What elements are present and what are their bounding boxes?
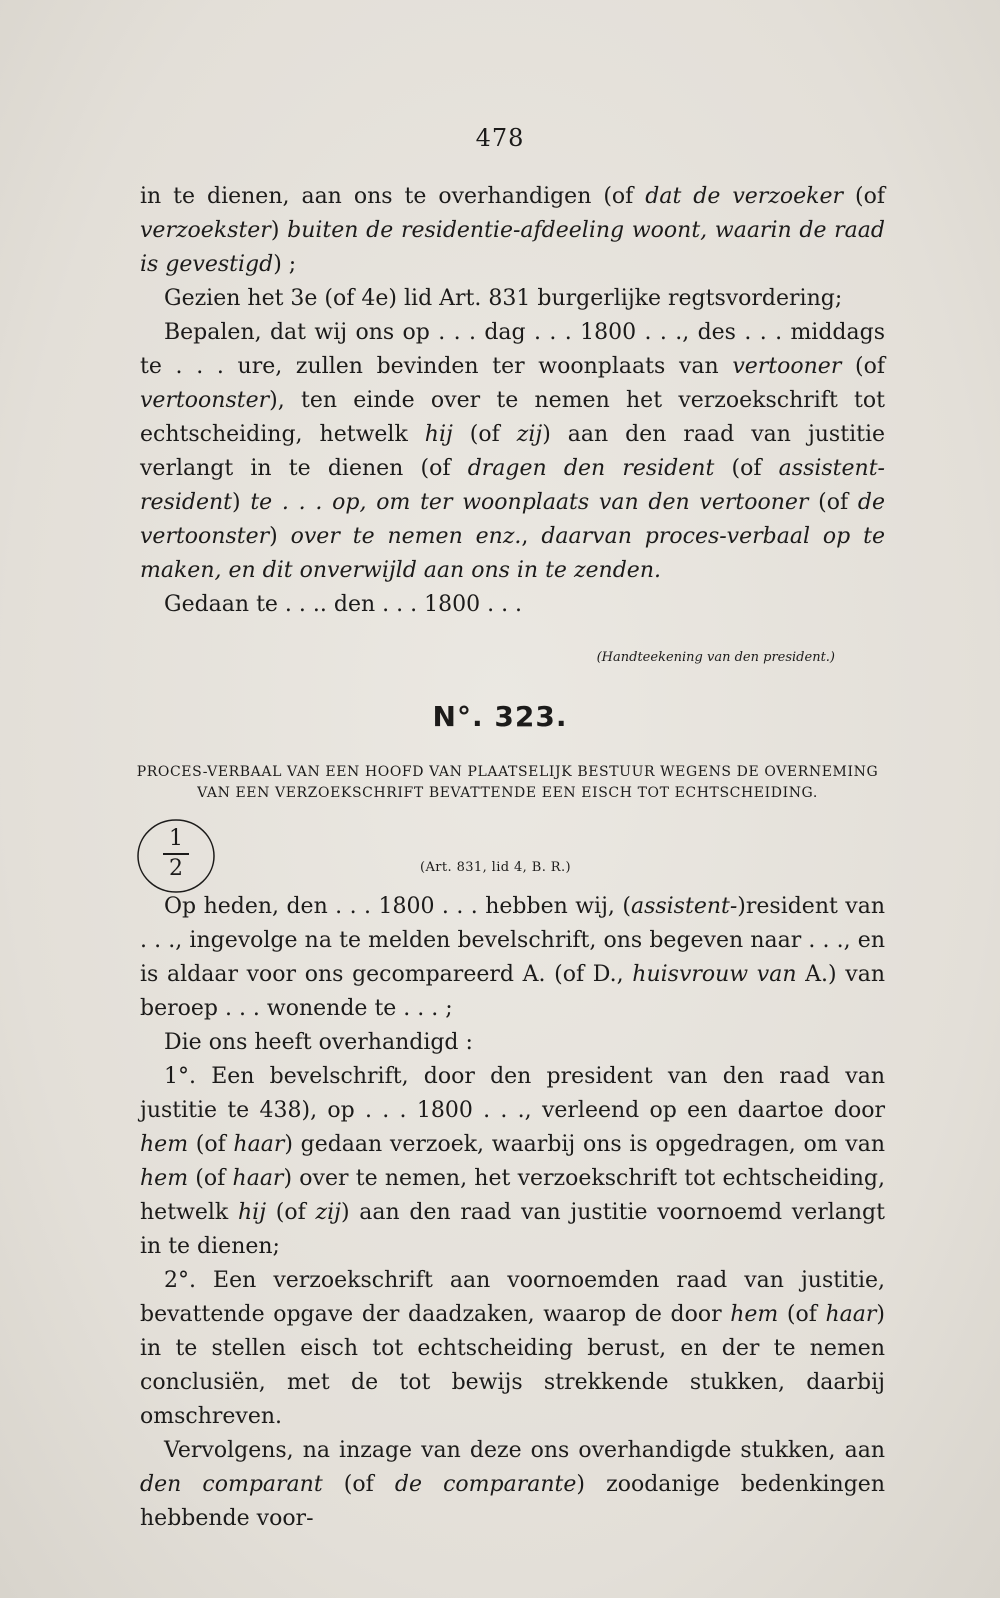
bottom-text-block <box>140 890 885 1536</box>
top-text-block <box>140 180 885 622</box>
section-number: N°. 323. <box>432 700 568 733</box>
paragraph: 2°. Een verzoekschrift aan voornoemden raad van justitie, bevattende opgave der daadzaken, waarop de door hem (of haar) in te stellen eisch tot echtscheiding berust, en der te nemen conclusiën, met de tot bewijs strekkende stukken, daarbij omschreven. <box>140 1268 885 1429</box>
section-title: PROCES-VERBAAL VAN EEN HOOFD VAN PLAATSELIJK BESTUUR WEGENS DE OVERNEMING VAN EEN VERZOEKSCHRIFT BEVATTENDE EEN EISCH TOT ECHTSCHEIDING. <box>136 764 879 801</box>
paragraph: Bepalen, dat wij ons op . . . dag . . . 1800 . . ., des . . . middags te . . . ure, zullen bevinden ter woonplaats van vertooner (of vertoonster), ten einde over te nemen het verzoekschrift tot echtscheiding, hetwelk hij (of zij) aan den raad van justitie verlangt in te dienen (of dragen den resident (of assistent-resident) te . . . op, om ter woonplaats van den vertooner (of de vertoonster) over te nemen enz., daarvan proces-verbaal op te maken, en dit onverwijld aan ons in te zenden. <box>140 320 886 583</box>
article-reference: (Art. 831, lid 4, B. R.) <box>420 860 571 875</box>
signature-line: (Handteekening van den president.) <box>596 650 835 665</box>
paragraph: Vervolgens, na inzage van deze ons overhandigde stukken, aan den comparant (of de comparante) zoodanige bedenkingen hebbende voor- <box>140 1438 885 1531</box>
paragraph: in te dienen, aan ons te overhandigen (of dat de verzoeker (of verzoekster) buiten de residentie-afdeeling woont, waarin de raad is gevestigd) ; <box>140 184 886 277</box>
stamp-denominator: 2 <box>169 856 183 881</box>
stamp-numerator: 1 <box>169 826 183 851</box>
paragraph: Op heden, den . . . 1800 . . . hebben wij, (assistent-)resident van . . ., ingevolge na te melden bevelschrift, ons begeven naar . . ., en is aldaar voor ons gecompareerd A. (of D., huisvrouw van A.) van beroep . . . wonende te . . . ; <box>140 894 886 1021</box>
paragraph: Gedaan te . . .. den . . . 1800 . . . <box>164 592 523 617</box>
paragraph: 1°. Een bevelschrift, door den president van den raad van justitie te 438), op . . . 1800 . . ., verleend op een daartoe door hem (of haar) gedaan verzoek, waarbij ons is opgedragen, om van hem (of haar) over te nemen, het verzoekschrift tot echtscheiding, hetwelk hij (of zij) aan den raad van justitie voornoemd verlangt in te dienen; <box>140 1064 886 1259</box>
fraction-bar <box>163 853 189 855</box>
page-number: 478 <box>475 124 525 152</box>
paragraph: Gezien het 3e (of 4e) lid Art. 831 burgerlijke regtsvordering; <box>164 286 843 311</box>
paragraph: Die ons heeft overhandigd : <box>164 1030 473 1055</box>
stamp-fraction <box>134 812 218 896</box>
